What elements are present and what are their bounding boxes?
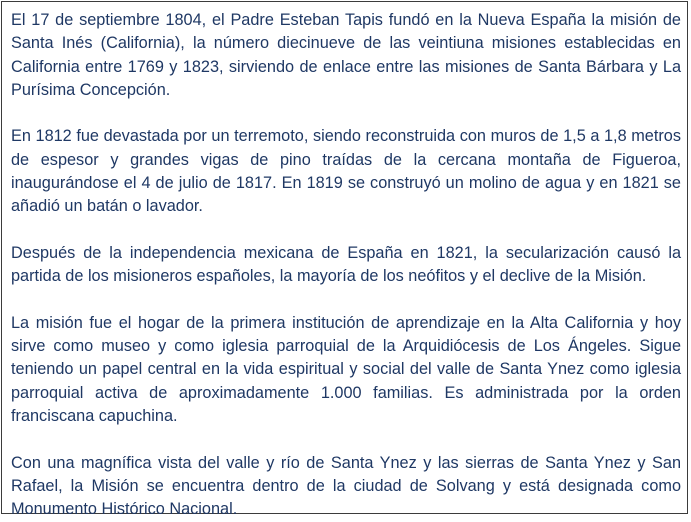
paragraph-location: Con una magnífica vista del valle y río de Santa Ynez y las sierras de Santa Ynez y San Rafael, la Misión se encuentra dentro de la ciudad de Solvang y está designada como Monumento Histórico Nacional. xyxy=(11,453,681,519)
paragraph-earthquake: En 1812 fue devastada por un terremoto, siendo reconstruida con muros de 1,5 a 1,8 metros de espesor y grandes vigas de pino traídas de la cercana montaña de Figueroa, inaugurándose el 4 de julio de 1817. En 1819 se construyó un molino de agua y en 1821 se añadió un batán o lavador. xyxy=(11,127,681,216)
text-box xyxy=(1,1,688,519)
paragraph-founding: El 17 de septiembre 1804, el Padre Esteban Tapis fundó en la Nueva España la misión de Santa Inés (California), la número diecinueve de las veintiuna misiones establecidas en California entre 1769 y 1823, sirviendo de enlace entre las misiones de Santa Bárbara y La Purísima Concepción. xyxy=(11,11,681,99)
document-body xyxy=(11,9,681,522)
paragraph-secularization: Después de la independencia mexicana de España en 1821, la secularización causó la partida de los misioneros españoles, la mayoría de los neófitos y el declive de la Misión. xyxy=(11,243,681,286)
paragraph-museum-parish: La misión fue el hogar de la primera institución de aprendizaje en la Alta California y hoy sirve como museo y como iglesia parroquial de la Arquidiócesis de Los Ángeles. Sigue teniendo un papel central en la vida espiritual y social del valle de Santa Ynez como iglesia parroquial activa de aproximadamente 1.000 familias. Es administrada por la orden franciscana capuchina. xyxy=(11,313,681,426)
